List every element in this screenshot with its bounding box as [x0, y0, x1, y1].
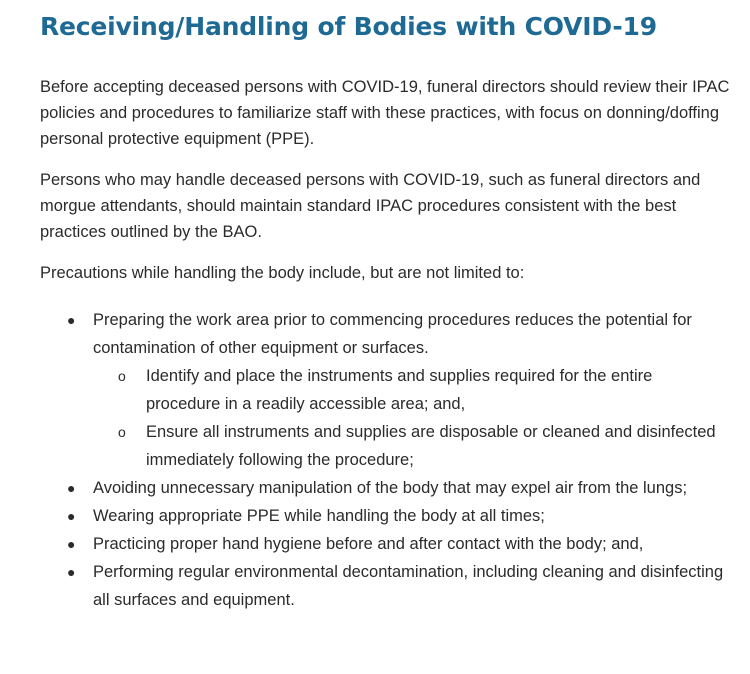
- handlers-paragraph: Persons who may handle deceased persons with COVID-19, such as funeral directors and morgue attendants, should maintain standard IPAC procedures consistent with the best practices outlined by the BAO.: [40, 171, 701, 241]
- bullet-icon: ●: [67, 480, 76, 496]
- precautions-list: [40, 306, 730, 614]
- list-item-text: Wearing appropriate PPE while handling the body at all times;: [93, 507, 545, 525]
- list-item: [40, 530, 730, 558]
- bullet-icon: ●: [67, 564, 76, 580]
- list-item-text: Practicing proper hand hygiene before and after contact with the body; and,: [93, 535, 644, 553]
- sub-list-item: [93, 418, 730, 474]
- sub-list-item-text: Ensure all instruments and supplies are disposable or cleaned and disinfected immediately following the procedure;: [146, 423, 716, 469]
- bullet-icon: ●: [67, 508, 76, 524]
- document: [40, 0, 730, 614]
- sub-list-item: [93, 362, 730, 418]
- list-item: [40, 502, 730, 530]
- bullet-icon: ●: [67, 312, 76, 328]
- bullet-icon: ●: [67, 536, 76, 552]
- list-item: [40, 306, 730, 474]
- sub-list: [93, 362, 730, 474]
- list-item-text: Performing regular environmental decontamination, including cleaning and disinfecting all surfaces and equipment.: [93, 563, 724, 609]
- list-item-text: Avoiding unnecessary manipulation of the body that may expel air from the lungs;: [93, 479, 688, 497]
- precautions-lead-in: Precautions while handling the body include, but are not limited to:: [40, 264, 525, 282]
- list-item: [40, 474, 730, 502]
- section-title: Receiving/Handling of Bodies with COVID-19: [40, 12, 657, 41]
- intro-paragraph: Before accepting deceased persons with COVID-19, funeral directors should review their IPAC policies and procedures to familiarize staff with these practices, with focus on donning/doffing personal protective equipment (PPE).: [40, 78, 730, 148]
- list-item-text: Preparing the work area prior to commencing procedures reduces the potential for contamination of other equipment or surfaces.: [93, 311, 692, 357]
- list-item: [40, 558, 730, 614]
- sub-list-item-text: Identify and place the instruments and supplies required for the entire procedure in a readily accessible area; and,: [146, 367, 653, 413]
- hollow-bullet-icon: o: [118, 368, 126, 384]
- hollow-bullet-icon: o: [118, 424, 126, 440]
